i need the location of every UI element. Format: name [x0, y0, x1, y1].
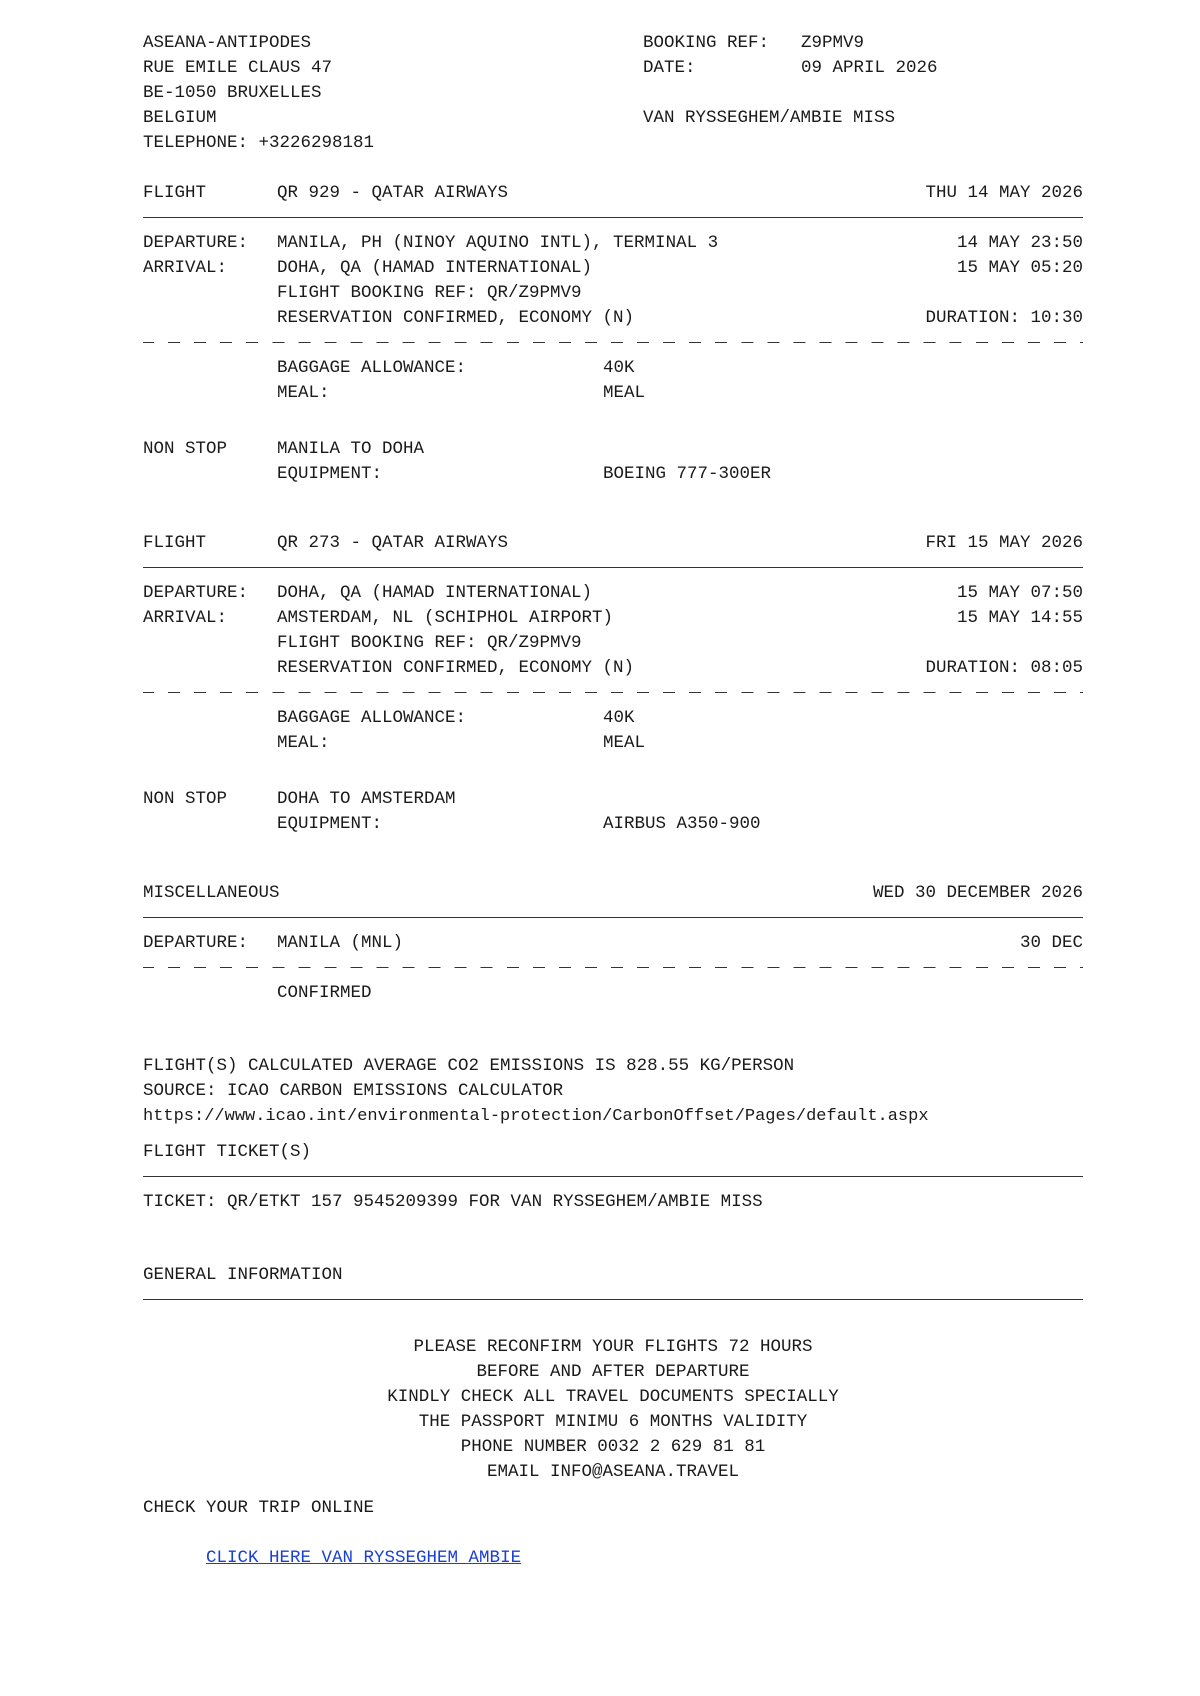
check-trip-block	[143, 1496, 1083, 1568]
equipment-label: EQUIPMENT:	[277, 464, 383, 484]
flight-date: FRI 15 MAY 2026	[925, 533, 1083, 553]
info-line: KINDLY CHECK ALL TRAVEL DOCUMENTS SPECIALLY	[387, 1387, 839, 1407]
meal-label: MEAL:	[277, 383, 330, 403]
info-line: EMAIL INFO@ASEANA.TRAVEL	[486, 1462, 740, 1482]
arrival-time: 15 MAY 05:20	[956, 258, 1083, 278]
equipment-label: EQUIPMENT:	[277, 814, 383, 834]
misc-segment	[143, 881, 1083, 1006]
route: DOHA TO AMSTERDAM	[277, 789, 456, 809]
misc-departure-date: 30 DEC	[1019, 933, 1083, 953]
flight-duration: DURATION: 10:30	[925, 308, 1083, 328]
agency-address-1: RUE EMILE CLAUS 47	[143, 58, 333, 78]
arrival-time: 15 MAY 14:55	[956, 608, 1083, 628]
departure-airport: MANILA, PH (NINOY AQUINO INTL), TERMINAL 3	[277, 233, 719, 253]
flight-number: QR 929 - QATAR AIRWAYS	[277, 183, 509, 203]
check-trip-link[interactable]: CLICK HERE VAN RYSSEGHEM AMBIE	[206, 1548, 522, 1568]
arrival-airport: AMSTERDAM, NL (SCHIPHOL AIRPORT)	[277, 608, 614, 628]
agency-address-2: BE-1050 BRUXELLES	[143, 83, 322, 103]
flight-booking-ref: FLIGHT BOOKING REF: QR/Z9PMV9	[277, 283, 582, 303]
baggage-value: 40K	[603, 708, 635, 728]
departure-time: 14 MAY 23:50	[956, 233, 1083, 253]
emissions-block	[143, 1054, 1083, 1129]
meal-value: MEAL	[603, 383, 646, 403]
booking-ref-label: BOOKING REF:	[643, 33, 770, 53]
arrival-label: ARRIVAL:	[143, 608, 228, 628]
divider-solid	[143, 556, 1083, 581]
baggage-label: BAGGAGE ALLOWANCE:	[277, 358, 467, 378]
divider-dashed	[143, 331, 1083, 356]
flight-booking-ref: FLIGHT BOOKING REF: QR/Z9PMV9	[277, 633, 582, 653]
divider-solid	[143, 1288, 1083, 1313]
agency-telephone: TELEPHONE: +3226298181	[143, 133, 375, 153]
nonstop-label: NON STOP	[143, 439, 228, 459]
ticket-line: TICKET: QR/ETKT 157 9545209399 FOR VAN RYSSEGHEM/AMBIE MISS	[143, 1192, 763, 1212]
flight-duration: DURATION: 08:05	[925, 658, 1083, 678]
emissions-line: FLIGHT(S) CALCULATED AVERAGE CO2 EMISSIONS IS 828.55 KG/PERSON	[143, 1056, 795, 1076]
divider-solid	[143, 1165, 1083, 1190]
equipment-value: AIRBUS A350-900	[603, 814, 761, 834]
departure-label: DEPARTURE:	[143, 233, 249, 253]
emissions-source: SOURCE: ICAO CARBON EMISSIONS CALCULATOR	[143, 1081, 564, 1101]
agency-name: ASEANA-ANTIPODES	[143, 33, 312, 53]
booking-ref-value: Z9PMV9	[801, 33, 865, 53]
flight-segment-1	[143, 181, 1083, 487]
flight-date: THU 14 MAY 2026	[925, 183, 1083, 203]
general-info-title: GENERAL INFORMATION	[143, 1265, 343, 1285]
info-line: PHONE NUMBER 0032 2 629 81 81	[460, 1437, 766, 1457]
emissions-url: https://www.icao.int/environmental-protection/CarbonOffset/Pages/default.aspx	[143, 1107, 929, 1126]
flight-segment-2	[143, 531, 1083, 837]
tickets-title: FLIGHT TICKET(S)	[143, 1142, 312, 1162]
misc-title: MISCELLANEOUS	[143, 883, 280, 903]
booking-date-value: 09 APRIL 2026	[801, 58, 938, 78]
passenger-name: VAN RYSSEGHEM/AMBIE MISS	[643, 108, 896, 128]
general-info-block	[143, 1263, 1083, 1485]
misc-departure-label: DEPARTURE:	[143, 933, 249, 953]
meal-value: MEAL	[603, 733, 646, 753]
booking-date-label: DATE:	[643, 58, 696, 78]
header-block	[143, 31, 1083, 156]
info-line: BEFORE AND AFTER DEPARTURE	[476, 1362, 750, 1382]
equipment-value: BOEING 777-300ER	[603, 464, 772, 484]
arrival-label: ARRIVAL:	[143, 258, 228, 278]
misc-date: WED 30 DECEMBER 2026	[872, 883, 1083, 903]
general-info-lines	[113, 1335, 1113, 1485]
flight-number: QR 273 - QATAR AIRWAYS	[277, 533, 509, 553]
departure-airport: DOHA, QA (HAMAD INTERNATIONAL)	[277, 583, 593, 603]
departure-label: DEPARTURE:	[143, 583, 249, 603]
info-line: PLEASE RECONFIRM YOUR FLIGHTS 72 HOURS	[413, 1337, 813, 1357]
info-line: THE PASSPORT MINIMU 6 MONTHS VALIDITY	[418, 1412, 808, 1432]
route: MANILA TO DOHA	[277, 439, 425, 459]
misc-departure: MANILA (MNL)	[277, 933, 404, 953]
reservation-status: RESERVATION CONFIRMED, ECONOMY (N)	[277, 308, 635, 328]
nonstop-label: NON STOP	[143, 789, 228, 809]
baggage-value: 40K	[603, 358, 635, 378]
arrival-airport: DOHA, QA (HAMAD INTERNATIONAL)	[277, 258, 593, 278]
divider-solid	[143, 206, 1083, 231]
departure-time: 15 MAY 07:50	[956, 583, 1083, 603]
baggage-label: BAGGAGE ALLOWANCE:	[277, 708, 467, 728]
meal-label: MEAL:	[277, 733, 330, 753]
flight-label: FLIGHT	[143, 533, 207, 553]
divider-dashed	[143, 681, 1083, 706]
misc-status: CONFIRMED	[277, 983, 372, 1003]
flight-label: FLIGHT	[143, 183, 207, 203]
divider-dashed	[143, 956, 1083, 981]
divider-solid	[143, 906, 1083, 931]
reservation-status: RESERVATION CONFIRMED, ECONOMY (N)	[277, 658, 635, 678]
check-trip-title: CHECK YOUR TRIP ONLINE	[143, 1498, 375, 1518]
agency-country: BELGIUM	[143, 108, 217, 128]
itinerary-document	[143, 31, 1083, 1568]
tickets-block	[143, 1140, 1083, 1215]
